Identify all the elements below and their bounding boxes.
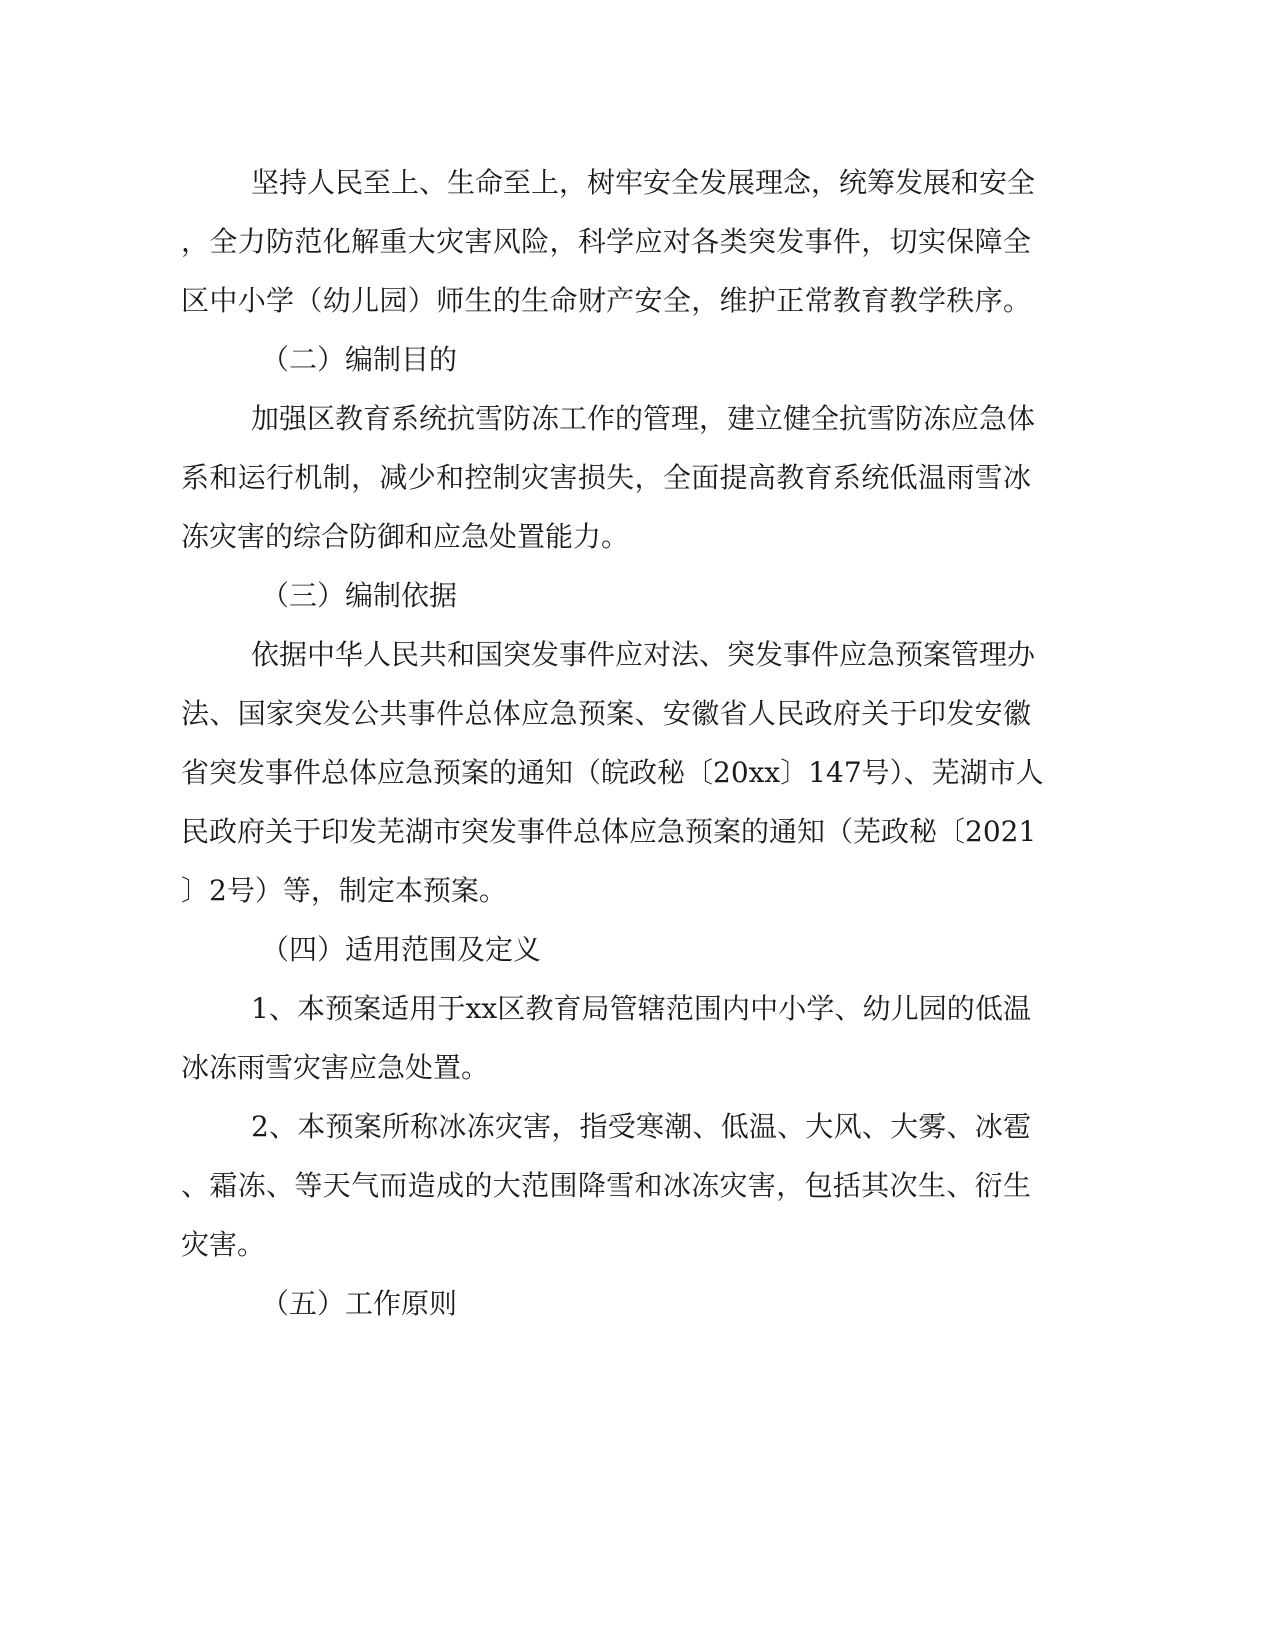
body-text-line: 坚持人民至上、生命至上，树牢安全发展理念，统筹发展和安全 — [251, 166, 1036, 199]
body-text-line: 系和运行机制，减少和控制灾害损失，全面提高教育系统低温雨雪冰 — [181, 461, 1031, 494]
body-text-line: 民政府关于印发芜湖市突发事件总体应急预案的通知（芜政秘〔2021 — [181, 815, 1037, 848]
body-text-line: 1、本预案适用于xx区教育局管辖范围内中小学、幼儿园的低温 — [251, 992, 1031, 1025]
section-heading: （五）工作原则 — [261, 1287, 458, 1320]
body-text-line: 冻灾害的综合防御和应急处置能力。 — [181, 520, 630, 553]
body-text-line: 冰冻雨雪灾害应急处置。 — [181, 1051, 490, 1084]
section-heading: （四）适用范围及定义 — [261, 933, 542, 966]
document-body — [181, 153, 1044, 1333]
body-text-line: 加强区教育系统抗雪防冻工作的管理，建立健全抗雪防冻应急体 — [251, 402, 1036, 435]
body-text-line: 〕2号）等，制定本预案。 — [181, 874, 507, 907]
body-text-line: 2、本预案所称冰冻灾害，指受寒潮、低温、大风、大雾、冰雹 — [251, 1110, 1031, 1143]
body-text-line: 区中小学（幼儿园）师生的生命财产安全，维护正常教育教学秩序。 — [181, 284, 1031, 317]
body-text-line: 省突发事件总体应急预案的通知（皖政秘〔20xx〕147号）、芜湖市人 — [181, 756, 1044, 789]
body-text-line: 法、国家突发公共事件总体应急预案、安徽省人民政府关于印发安徽 — [181, 697, 1031, 730]
body-text-line: 灾害。 — [181, 1228, 266, 1261]
section-heading: （三）编制依据 — [261, 579, 458, 612]
body-text-line: 依据中华人民共和国突发事件应对法、突发事件应急预案管理办 — [251, 638, 1036, 671]
body-text-line: ，全力防范化解重大灾害风险，科学应对各类突发事件，切实保障全 — [181, 225, 1031, 258]
section-heading: （二）编制目的 — [261, 343, 458, 376]
body-text-line: 、霜冻、等天气而造成的大范围降雪和冰冻灾害，包括其次生、衍生 — [181, 1169, 1031, 1202]
